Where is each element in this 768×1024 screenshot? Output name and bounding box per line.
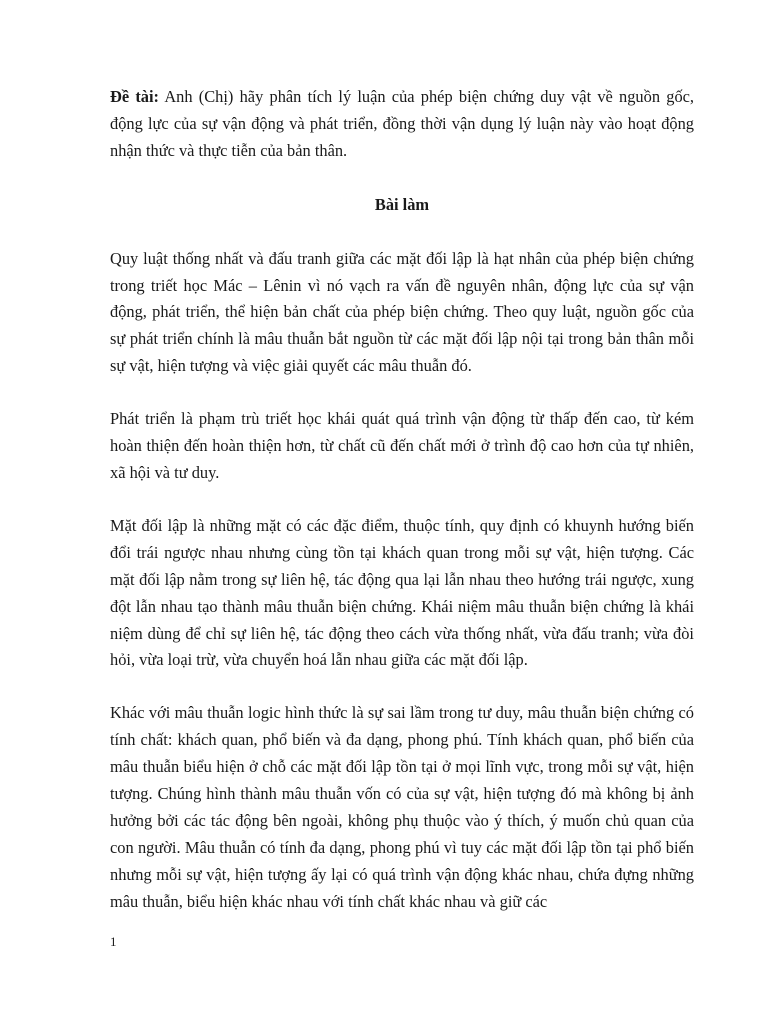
- topic-text: Anh (Chị) hãy phân tích lý luận của phép biện chứng duy vật về nguồn gốc, động lực của sự vận động và phát triển, đồng thời vận dụng lý luận này vào hoạt động nhận thức và thực tiễn của bản thân.: [110, 87, 695, 160]
- paragraph: Khác với mâu thuẫn logic hình thức là sự sai lầm trong tư duy, mâu thuẫn biện chứng có tính chất: khách quan, phổ biến và đa dạng, phong phú. Tính khách quan, phổ biến của mâu thuẫn biểu hiện ở chỗ các mặt đối lập tồn tại ở mọi lĩnh vực, trong mỗi sự vật, hiện tượng. Chúng hình thành mâu thuẫn vốn có của sự vật, hiện tượng đó mà không bị ảnh hưởng bởi các tác động bên ngoài, không phụ thuộc vào ý thích, ý muốn chủ quan của con người. Mâu thuẫn có tính đa dạng, phong phú vì tuy các mặt đối lập tồn tại phổ biến nhưng mỗi sự vật, hiện tượng ấy lại có quá trình vận động khác nhau, chứa đựng những mâu thuẫn, biểu hiện khác nhau với tính chất khác nhau và giữ các: [110, 703, 694, 911]
- document-body: [110, 84, 694, 916]
- page-number: 1: [110, 934, 117, 949]
- topic-paragraph: [110, 84, 694, 165]
- paragraph: Mặt đối lập là những mặt có các đặc điểm, thuộc tính, quy định có khuynh hướng biến đổi trái ngược nhau nhưng cùng tồn tại khách quan trong mỗi sự vật, hiện tượng. Các mặt đối lập nằm trong sự liên hệ, tác động qua lại lẫn nhau theo hướng trái ngược, xung đột lẫn nhau tạo thành mâu thuẫn biện chứng. Khái niệm mâu thuẫn biện chứng là khái niệm dùng để chỉ sự liên hệ, tác động theo cách vừa thống nhất, vừa đấu tranh; vừa đòi hỏi, vừa loại trừ, vừa chuyển hoá lẫn nhau giữa các mặt đối lập.: [110, 515, 694, 670]
- topic-label: Đề tài:: [110, 87, 160, 106]
- paragraph: Quy luật thống nhất và đấu tranh giữa các mặt đối lập là hạt nhân của phép biện chứng trong triết học Mác – Lênin vì nó vạch ra vấn đề nguyên nhân, động lực của sự vận động, phát triển, thể hiện bản chất của phép biện chứng. Theo quy luật, nguồn gốc của sự phát triển chính là mâu thuẫn bắt nguồn từ các mặt đối lập nội tại trong bản thân mỗi sự vật, hiện tượng và việc giải quyết các mâu thuẫn đó.: [110, 248, 694, 376]
- paragraph: Phát triển là phạm trù triết học khái quát quá trình vận động từ thấp đến cao, từ kém hoàn thiện đến hoàn thiện hơn, từ chất cũ đến chất mới ở trình độ cao hơn của tự nhiên, xã hội và tư duy.: [110, 409, 694, 482]
- section-heading: Bài làm: [374, 194, 430, 214]
